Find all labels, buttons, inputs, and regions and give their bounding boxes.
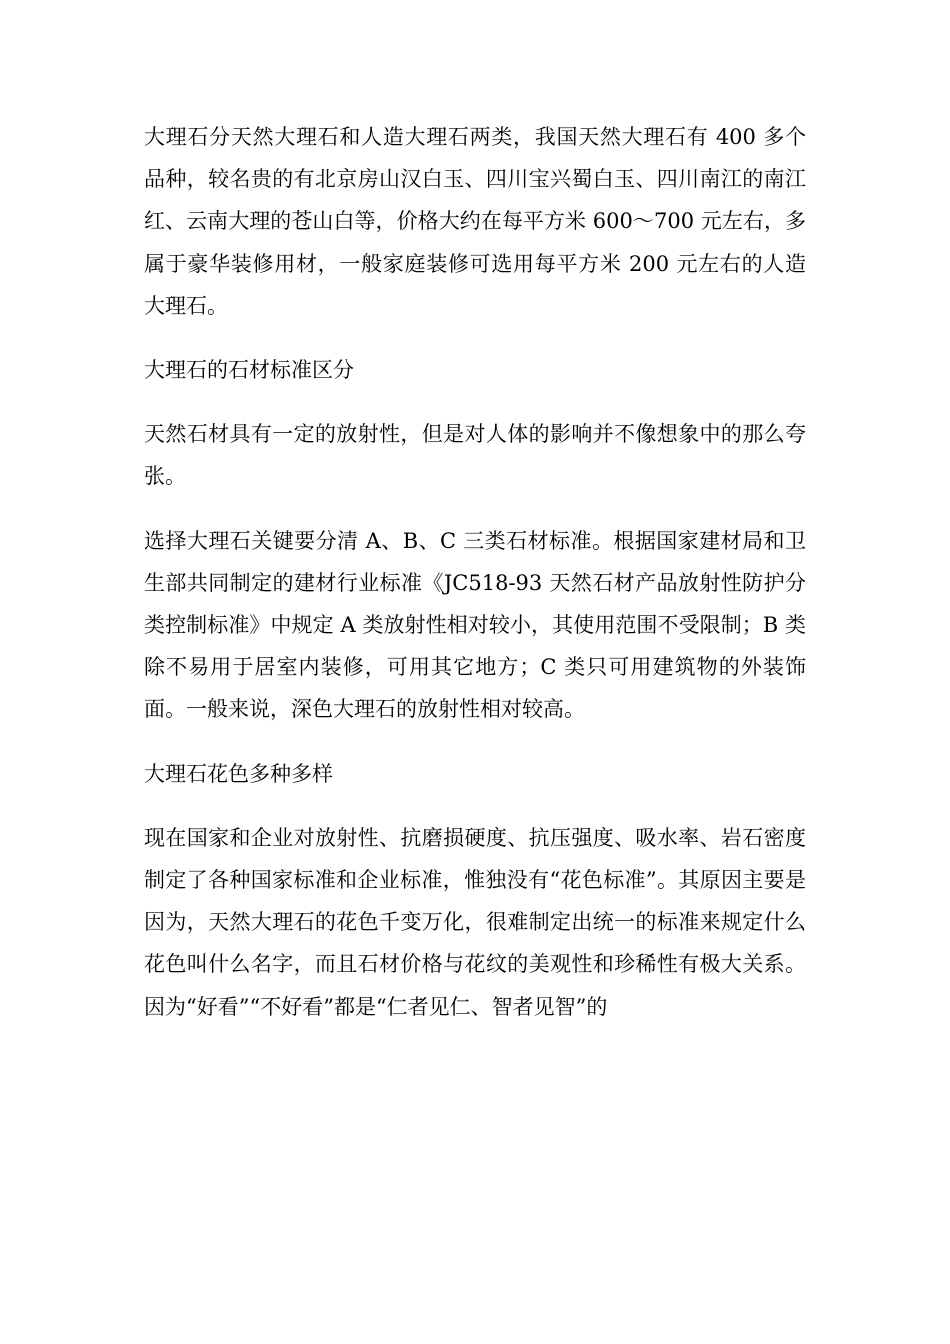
standard-classes-paragraph: 选择大理石关键要分清 A、B、C 三类石材标准。根据国家建材局和卫生部共同制定的建材行业标准《JC518-93 天然石材产品放射性防护分类控制标准》中规定 A 类放射性相对较小，其使用范围不受限制；B 类除不易用于居室内装修，可用其它地方；C 类只可用建筑物的外装饰面。一般来说，深色大理石的放射性相对较高。 <box>144 528 806 722</box>
section-heading-patterns: 大理石花色多种多样 <box>144 761 333 786</box>
intro-paragraph: 大理石分天然大理石和人造大理石两类，我国天然大理石有 400 多个品种，较名贵的有北京房山汉白玉、四川宝兴蜀白玉、四川南江的南江红、云南大理的苍山白等，价格大约在每平方米 600～700 元左右，多属于豪华装修用材，一般家庭装修可选用每平方米 200 元左右的人造大理石。 <box>144 125 806 318</box>
document-body <box>144 116 806 1028</box>
section-heading-stone-standard: 大理石的石材标准区分 <box>144 358 354 383</box>
pattern-standard-paragraph: 现在国家和企业对放射性、抗磨损硬度、抗压强度、吸水率、岩石密度制定了各种国家标准和企业标准，惟独没有“花色标准”。其原因主要是因为，天然大理石的花色千变万化，很难制定出统一的标准来规定什么花色叫什么名字，而且石材价格与花纹的美观性和珍稀性有极大关系。因为“好看”“不好看”都是“仁者见仁、智者见智”的 <box>144 825 806 1019</box>
radiation-paragraph: 天然石材具有一定的放射性，但是对人体的影响并不像想象中的那么夸张。 <box>144 422 806 489</box>
